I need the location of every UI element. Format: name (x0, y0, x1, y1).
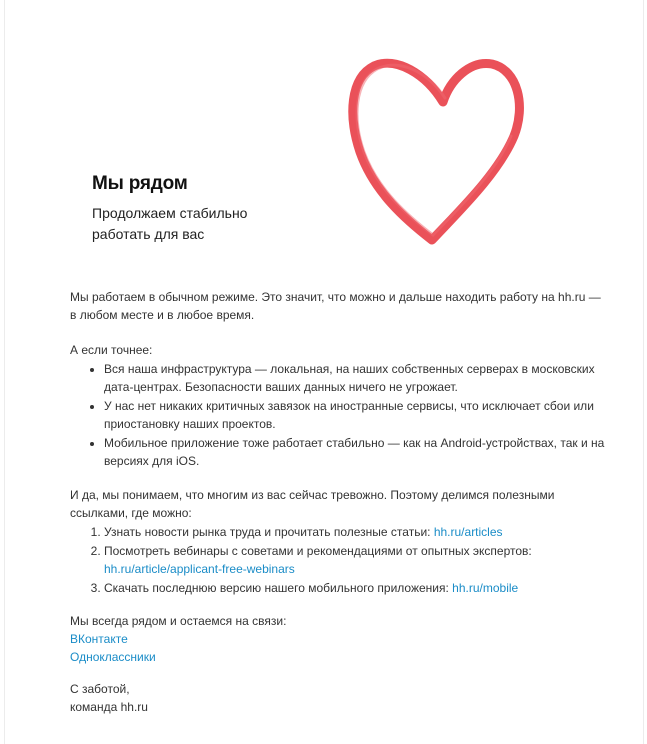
bullet-list (70, 360, 610, 470)
email-body (70, 288, 610, 716)
list-item-text: Узнать новости рынка труда и прочитать полезные статьи: (104, 525, 431, 539)
list-item-text: Скачать последнюю версию нашего мобильного приложения: (104, 581, 449, 595)
intro-text: Мы работаем в обычном режиме. Это значит, что можно и дальше находить работу на hh.ru — в любом месте и в любое время. (70, 290, 601, 322)
hero-title: Мы рядом (92, 173, 188, 194)
nearby-text: Мы всегда рядом и остаемся на связи: (70, 614, 287, 628)
list-item (104, 579, 610, 597)
precise-label: А если точнее: (70, 343, 153, 357)
webinars-link[interactable]: hh.ru/article/applicant-free-webinars (104, 562, 295, 576)
list-item (104, 542, 610, 578)
worried-text: И да, мы понимаем, что многим из вас сейчас тревожно. Поэтому делимся полезными ссылками, где можно: (70, 488, 555, 520)
odnoklassniki-link[interactable]: Одноклассники (70, 650, 156, 664)
list-item (104, 523, 610, 541)
bullet-item: • У нас нет никаких критичных завязок на иностранные сервисы, что исключает сбои или приостановку наших проектов. (104, 397, 610, 433)
signoff-team: команда hh.ru (70, 700, 148, 714)
bullet-item: • Мобильное приложение тоже работает стабильно — как на Android-устройствах, так и на версиях для iOS. (104, 434, 610, 470)
hero-subtitle: Продолжаем стабильно работать для вас (92, 205, 248, 242)
bullet-item: • Вся наша инфраструктура — локальная, на наших собственных серверах в московских дата-центрах. Безопасности ваших данных ничего не угрожает. (104, 360, 610, 396)
signoff-line: С заботой, (70, 682, 130, 696)
vkontakte-link[interactable]: ВКонтакте (70, 632, 128, 646)
signoff (70, 680, 610, 716)
mobile-link[interactable]: hh.ru/mobile (452, 581, 519, 595)
list-item-text: Посмотреть вебинары с советами и рекомендациями от опытных экспертов: (104, 544, 532, 558)
useful-links-list (70, 523, 610, 597)
heart-icon (346, 44, 526, 250)
hero-banner (0, 0, 647, 270)
articles-link[interactable]: hh.ru/articles (433, 525, 503, 539)
